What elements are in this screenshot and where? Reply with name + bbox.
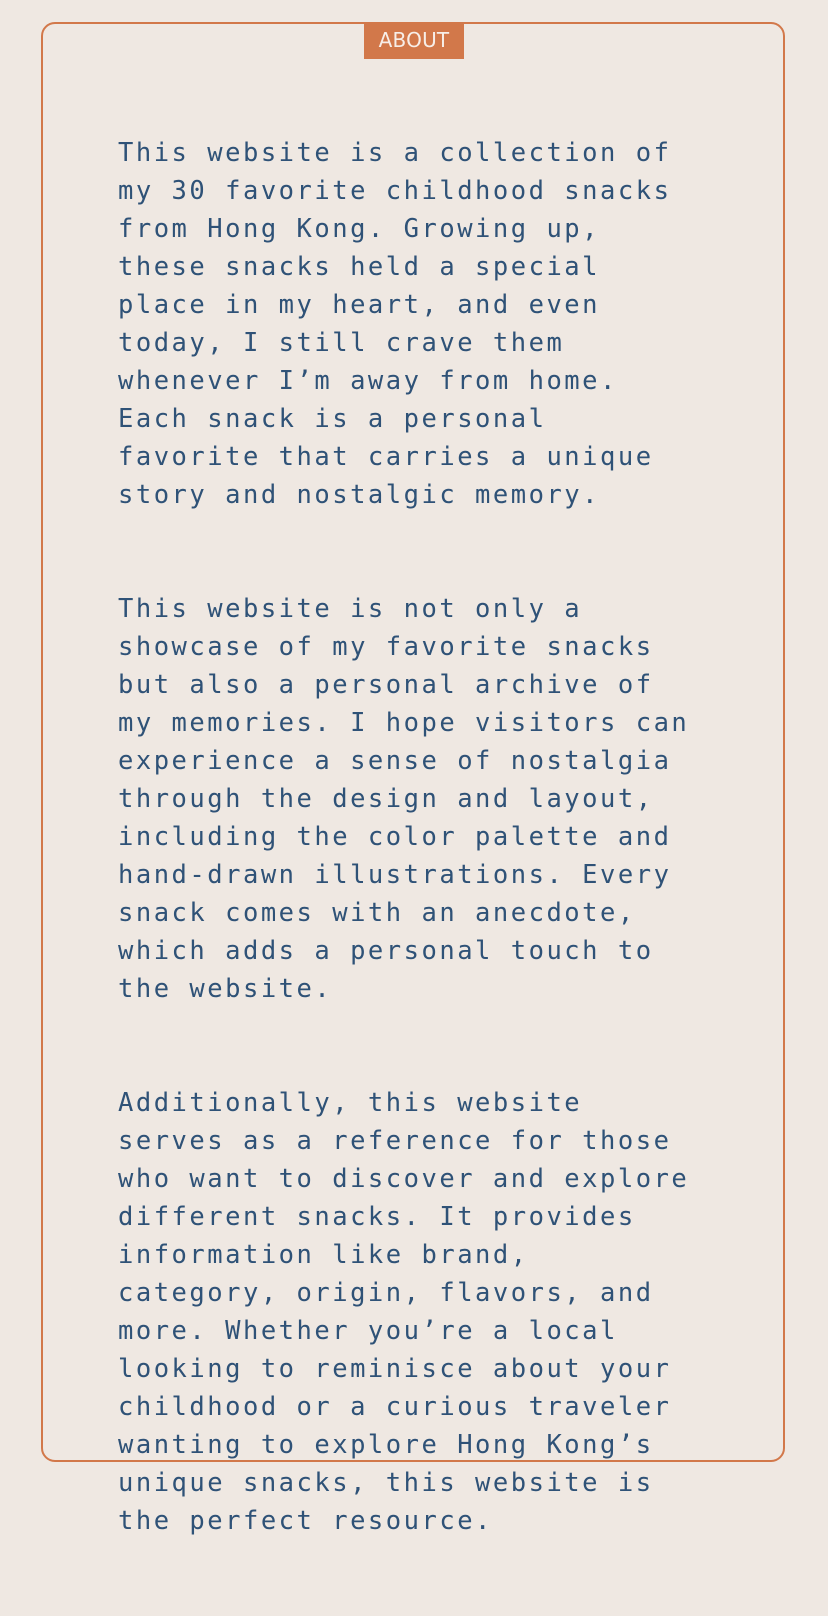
about-tab: ABOUT	[364, 22, 464, 59]
about-content	[118, 96, 718, 1616]
about-paragraph-intro: This website is a collection of my 30 favorite childhood snacks from Hong Kong. Growing up, these snacks held a special place in my heart, and even today, I still crave them whenever I’m away from home. Each snack is a personal favorite that carries a unique story and nostalgic memory.	[118, 138, 672, 510]
about-paragraph-reference: Additionally, this website serves as a reference for those who want to discover and explore different snacks. It provides information like brand, category, origin, flavors, and more. Whether you’re a local looking to reminisce about your childhood or a curious traveler wanting to explore Hong Kong’s unique snacks, this website is the perfect resource.	[118, 1088, 690, 1536]
about-paragraph-purpose: This website is not only a showcase of my favorite snacks but also a personal archive of my memories. I hope visitors can experience a sense of nostalgia through the design and layout, including the color palette and hand-drawn illustrations. Every snack comes with an anecdote, which adds a personal touch to the website.	[118, 594, 690, 1004]
